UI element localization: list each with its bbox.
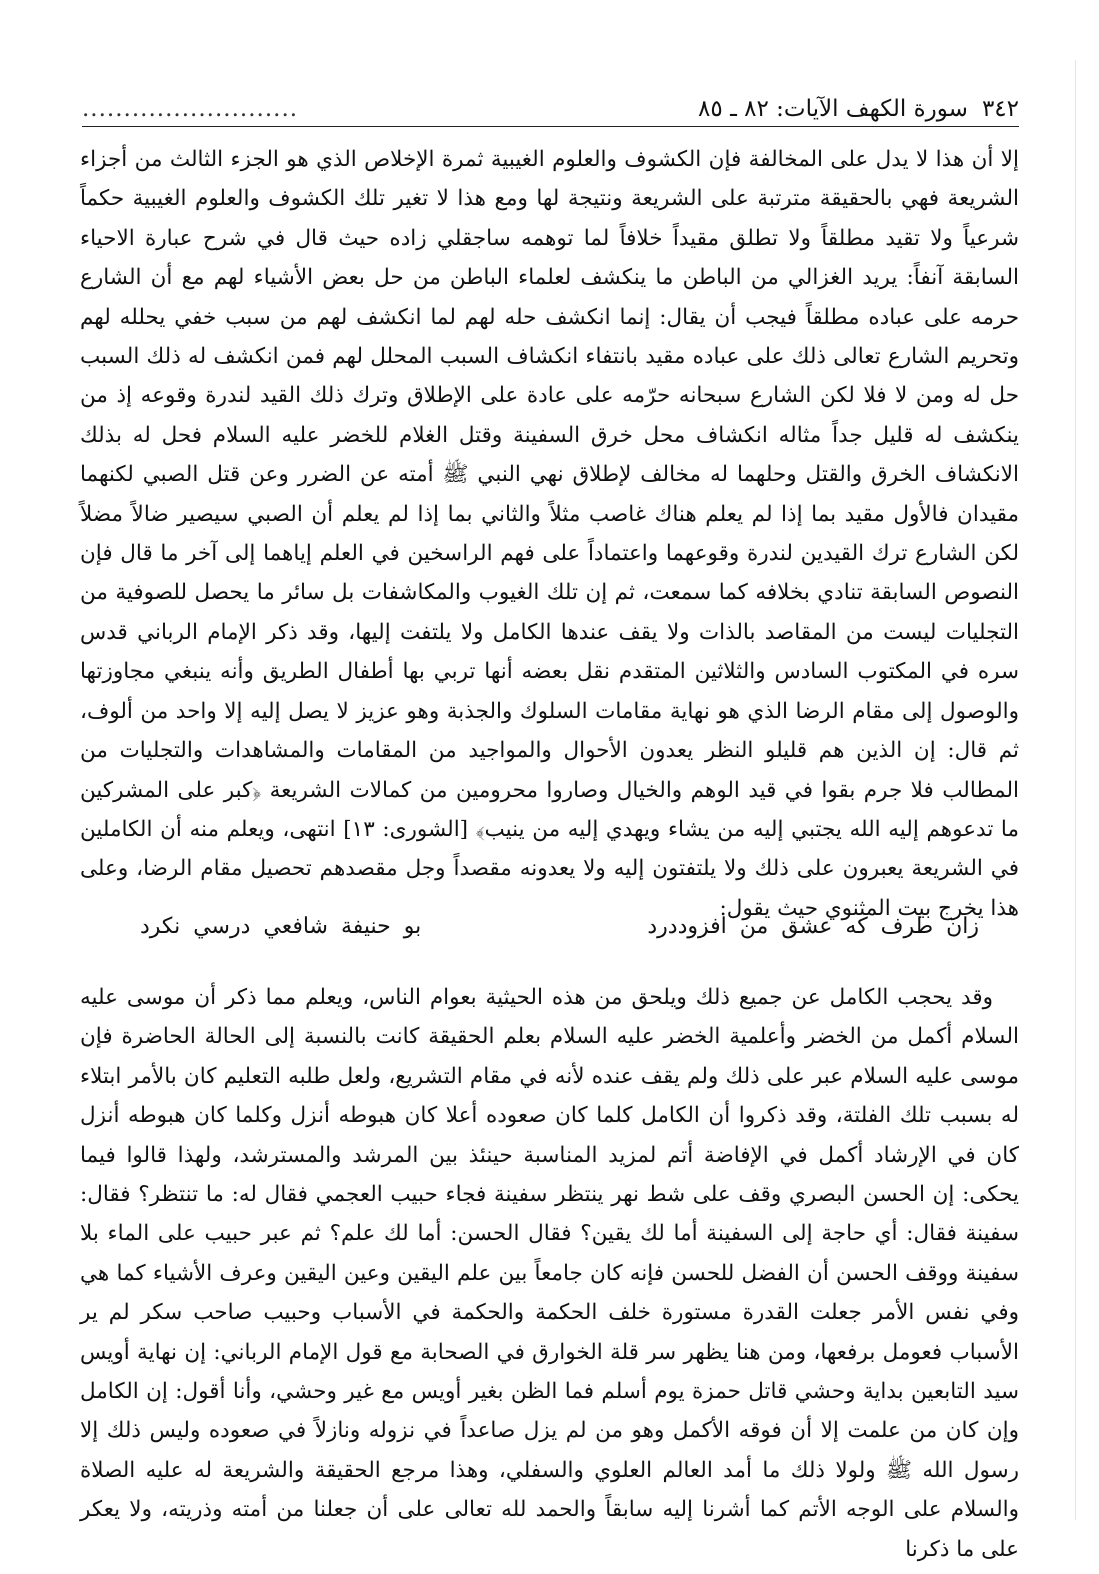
- header-leader-dots: ..........................: [82, 96, 299, 122]
- verse-hemistich-right: زان طرف كه عشق من افزوددرد: [647, 914, 979, 939]
- paragraph: وقد يحجب الكامل عن جميع ذلك ويلحق من هذه الحيثية بعوام الناس، ويعلم مما ذكر أن موسى عليه السلام أكمل من الخضر وأعلمية الخضر عليه السلام بعلم الحقيقة كانت بالنسبة إلى الحالة الحاضرة فإن موسى عليه السلام عبر على ذلك ولم يقف عنده لأنه في مقام التشريع، ولعل طلبه التعليم كان بالأمر ابتلاء له بسبب تلك الفلتة، وقد ذكروا أن الكامل كلما كان صعوده أعلا كان هبوطه أنزل وكلما كان هبوطه أنزل كان في الإرشاد أكمل في الإفاضة أتم لمزيد المناسبة حينئذ بين المرشد والمسترشد، ولهذا قالوا فيما يحكى: إن الحسن البصري وقف على شط نهر ينتظر سفينة فجاء حبيب العجمي فقال له: ما تنتظر؟ فقال: سفينة فقال: أي حاجة إلى السفينة أما لك يقين؟ فقال الحسن: أما لك علم؟ ثم عبر حبيب على الماء بلا سفينة ووقف الحسن أن الفضل للحسن فإنه كان جامعاً بين علم اليقين وعين اليقين وعرف الأشياء كما هي وفي نفس الأمر جعلت القدرة مستورة خلف الحكمة والحكمة في الأسباب وحبيب صاحب سكر لم ير الأسباب فعومل برفعها، ومن هنا يظهر سر قلة الخوارق في الصحابة مع قول الإمام الرباني: إن نهاية أويس سيد التابعين بداية وحشي قاتل حمزة يوم أسلم فما الظن بغير أويس مع غير وحشي، وأنا أقول: إن الكامل وإن كان من علمت إلا أن فوقه الأكمل وهو من لم يزل صاعداً في نزوله ونازلاً في صعوده وليس ذلك إلا رسول الله ﷺ ولولا ذلك ما أمد العالم العلوي والسفلي، وهذا مرجع الحقيقة والشريعة له عليه الصلاة والسلام على الوجه الأتم كما أشرنا إليه سابقاً والحمد لله تعالى على أن جعلنا من أمته وذريته، ولا يعكر على ما ذكرنا: [80, 985, 1019, 1562]
- surah-title: سورة الكهف الآيات: ٨٢ ـ ٨٥: [698, 96, 968, 122]
- header-title-group: [698, 96, 1019, 122]
- persian-verse: [140, 914, 979, 939]
- commentary-text: [80, 140, 1019, 928]
- paragraph: إلا أن هذا لا يدل على المخالفة فإن الكشوف والعلوم الغيبية ثمرة الإخلاص الذي هو الجزء الثالث من أجزاء الشريعة فهي بالحقيقة مترتبة على الشريعة ونتيجة لها ومع هذا لا تغير تلك الكشوف والعلوم الغيبية حكماً شرعياً ولا تقيد مطلقاً ولا تطلق مقيداً خلافاً لما توهمه ساجقلي زاده حيث قال في شرح عبارة الاحياء السابقة آنفاً: يريد الغزالي من الباطن ما ينكشف لعلماء الباطن من حل بعض الأشياء لهم مع أن الشارع حرمه على عباده مطلقاً فيجب أن يقال: إنما انكشف حله لهم لما انكشف لهم من سبب خفي يحلله لهم وتحريم الشارع تعالى ذلك على عباده مقيد بانتفاء انكشاف السبب المحلل لهم فمن انكشف له ذلك السبب حل له ومن لا فلا لكن الشارع سبحانه حرّمه على عادة على الإطلاق وترك ذلك القيد لندرة وقوعه إذ من ينكشف له قليل جداً مثاله انكشاف محل خرق السفينة وقتل الغلام للخضر عليه السلام فحل له بذلك الانكشاف الخرق والقتل وحلهما له مخالف لإطلاق نهي النبي ﷺ أمته عن الضرر وعن قتل الصبي لكنهما مقيدان فالأول مقيد بما إذا لم يعلم هناك غاصب مثلاً والثاني بما إذا لم يعلم أن الصبي سيصير ضالاً مضلاً لكن الشارع ترك القيدين لندرة وقوعهما واعتماداً على فهم الراسخين في العلم إياهما إلى آخر ما قال فإن النصوص السابقة تنادي بخلافه كما سمعت، ثم إن تلك الغيوب والمكاشفات بل سائر ما يحصل للصوفية من التجليات ليست من المقاصد بالذات ولا يقف عندها الكامل ولا يلتفت إليها، وقد ذكر الإمام الرباني قدس سره في المكتوب السادس والثلاثين المتقدم نقل بعضه أنها تربي بها أطفال الطريق وأنه ينبغي مجاوزتها والوصول إلى مقام الرضا الذي هو نهاية مقامات السلوك والجذبة وهو عزيز لا يصل إليه إلا واحد من ألوف، ثم قال: إن الذين هم قليلو النظر يعدون الأحوال والمواجيد من المقامات والمشاهدات والتجليات من المطالب فلا جرم بقوا في قيد الوهم والخيال وصاروا محرومين من كمالات الشريعة ﴿كبر على المشركين ما تدعوهم إليه الله يجتبي إليه من يشاء ويهدي إليه من ينيب﴾ [الشورى: ١٣] انتهى، ويعلم منه أن الكاملين في الشريعة يعبرون على ذلك ولا يلتفتون إليه ولا يعدونه مقصداً وجل مقصدهم تحصيل مقام الرضا، وعلى هذا يخرج بيت المثنوي حيث يقول:: [80, 147, 1020, 921]
- commentary-text-continued: [80, 978, 1019, 1569]
- verse-hemistich-left: بو حنيفة شافعي درسي نكرد: [140, 914, 422, 939]
- page-number: ٣٤٢: [981, 96, 1019, 122]
- running-header: [82, 88, 1019, 127]
- scan-edge-line: [1075, 60, 1076, 1520]
